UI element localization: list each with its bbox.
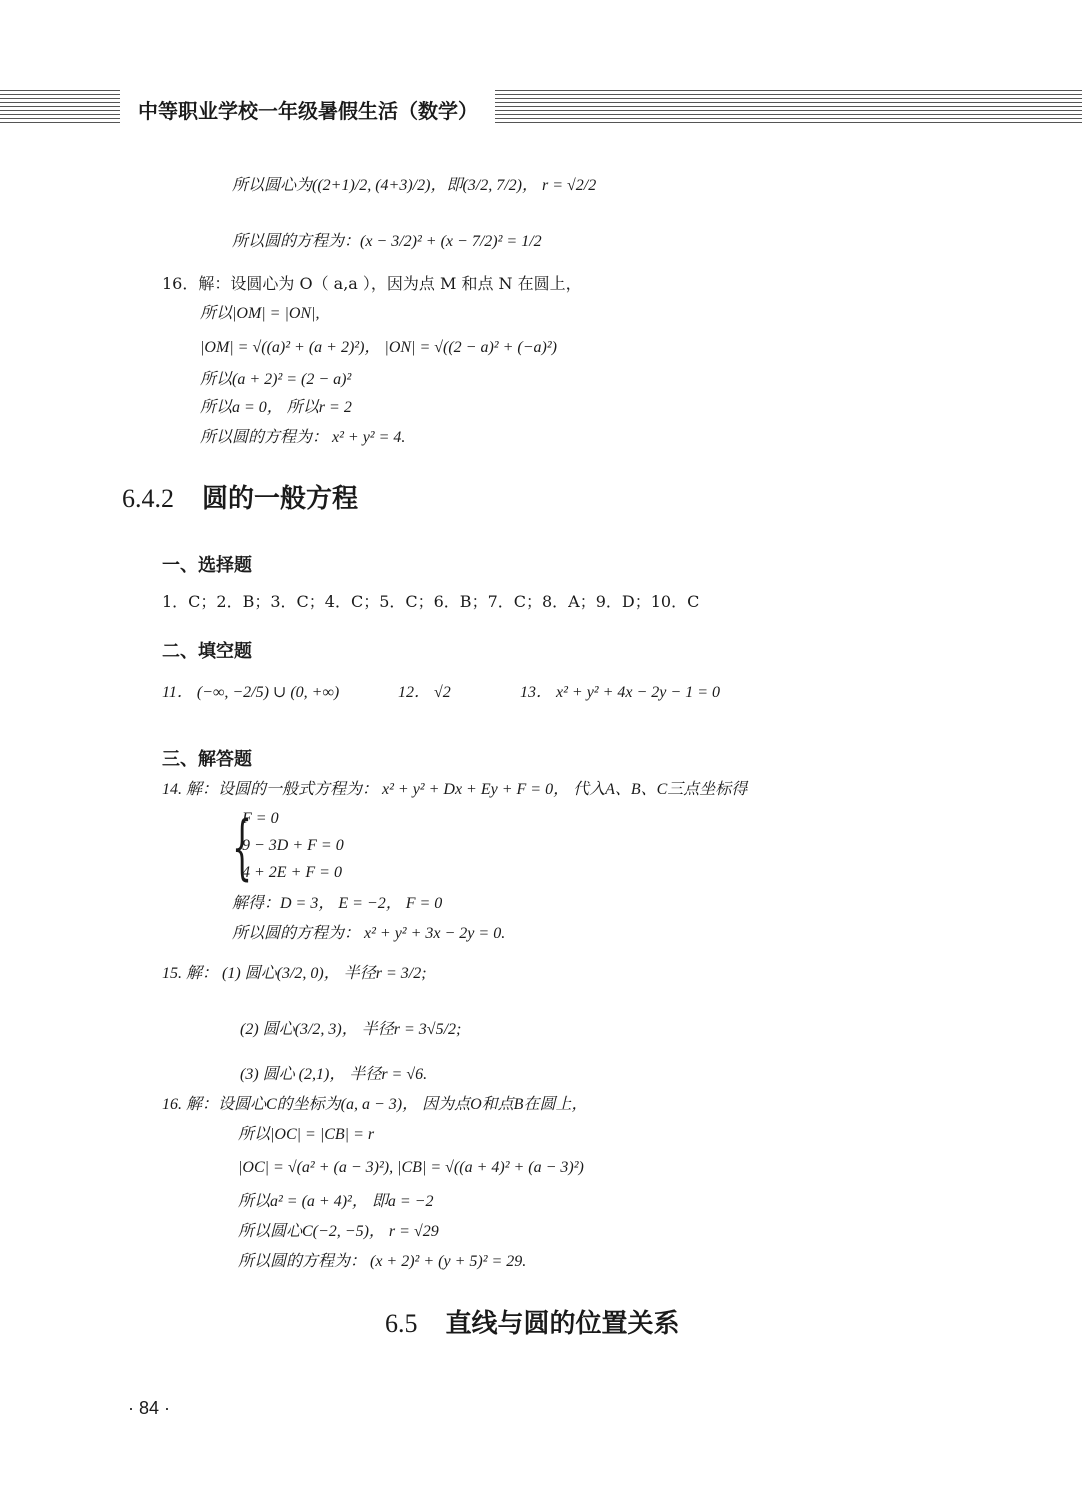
header-rule-right xyxy=(495,90,1082,128)
system-brace: { xyxy=(232,806,253,888)
q15-line-3: (3) 圆心 (2,1)， 半径r = √6. xyxy=(240,1066,428,1083)
q16-line-5: 所以圆心C(−2, −5)， r = √29 xyxy=(238,1223,439,1240)
top-line-5: |OM| = √((a)² + (a + 2)²)， |ON| = √((2 − a)² + (−a)²) xyxy=(200,339,557,356)
q15-line-1: 15. 解： (1) 圆心(3/2, 0)， 半径r = 3/2; xyxy=(162,965,427,982)
top-line-1: 所以圆心为((2+1)/2, (4+3)/2)，即(3/2, 7/2)， r = √2/2 xyxy=(232,177,597,194)
q16-line-4: 所以a² = (a + 4)²， 即a = −2 xyxy=(238,1193,434,1210)
top-line-8: 所以圆的方程为： x² + y² = 4. xyxy=(200,429,406,446)
q15-line-2: (2) 圆心(3/2, 3)， 半径r = 3√5/2; xyxy=(240,1021,462,1038)
q14-line-2: 解得：D = 3， E = −2， F = 0 xyxy=(232,895,443,912)
q14-line-1: 14. 解：设圆的一般式方程为： x² + y² + Dx + Ey + F = 0， 代入A、B、C三点坐标得 xyxy=(162,781,748,798)
section-number: 6.5 xyxy=(385,1309,418,1338)
q16-line-3: |OC| = √(a² + (a − 3)²), |CB| = √((a + 4)² + (a − 3)²) xyxy=(238,1159,584,1176)
fill-answer-11: 11． (−∞, −2/5) ∪ (0, +∞) xyxy=(162,684,340,701)
page-header-title: 中等职业学校一年级暑假生活（数学） xyxy=(128,95,488,124)
fill-answer-12: 12． √2 xyxy=(398,684,451,701)
page-number: · 84 · xyxy=(128,1398,171,1418)
part-heading-fill: 二、填空题 xyxy=(162,641,252,662)
top-line-7: 所以a = 0， 所以r = 2 xyxy=(200,399,352,416)
q16-line-2: 所以|OC| = |CB| = r xyxy=(238,1126,375,1143)
fill-answer-13: 13． x² + y² + 4x − 2y − 1 = 0 xyxy=(520,684,720,701)
q14-system-1: F = 0 xyxy=(242,810,279,827)
top-line-4: 所以|OM| = |ON|, xyxy=(200,305,320,322)
part-heading-solve: 三、解答题 xyxy=(162,749,252,770)
part-heading-choice: 一、选择题 xyxy=(162,555,252,576)
section-title: 圆的一般方程 xyxy=(202,484,359,514)
q14-system-3: 4 + 2E + F = 0 xyxy=(242,864,342,881)
top-line-2: 所以圆的方程为：(x − 3/2)² + (x − 7/2)² = 1/2 xyxy=(232,233,542,250)
q14-system-2: 9 − 3D + F = 0 xyxy=(242,837,344,854)
top-line-6: 所以(a + 2)² = (2 − a)² xyxy=(200,371,352,388)
choice-answers: 1．C；2．B；3．C；4．C；5．C；6．B；7．C；8．A；9．D；10．C xyxy=(162,592,700,611)
header-rule-left xyxy=(0,90,120,128)
section-number: 6.4.2 xyxy=(122,484,174,513)
section-title: 直线与圆的位置关系 xyxy=(445,1309,680,1339)
problem-16-intro: 16．解：设圆心为 O（ a,a ），因为点 M 和点 N 在圆上， xyxy=(162,274,582,293)
q16-line-6: 所以圆的方程为： (x + 2)² + (y + 5)² = 29. xyxy=(238,1253,527,1270)
q14-line-3: 所以圆的方程为： x² + y² + 3x − 2y = 0. xyxy=(232,925,506,942)
section-heading-6-4-2 xyxy=(122,478,358,515)
q16-line-1: 16. 解：设圆心C的坐标为(a, a − 3)， 因为点O和点B在圆上， xyxy=(162,1096,588,1113)
section-heading-6-5 xyxy=(385,1303,680,1340)
